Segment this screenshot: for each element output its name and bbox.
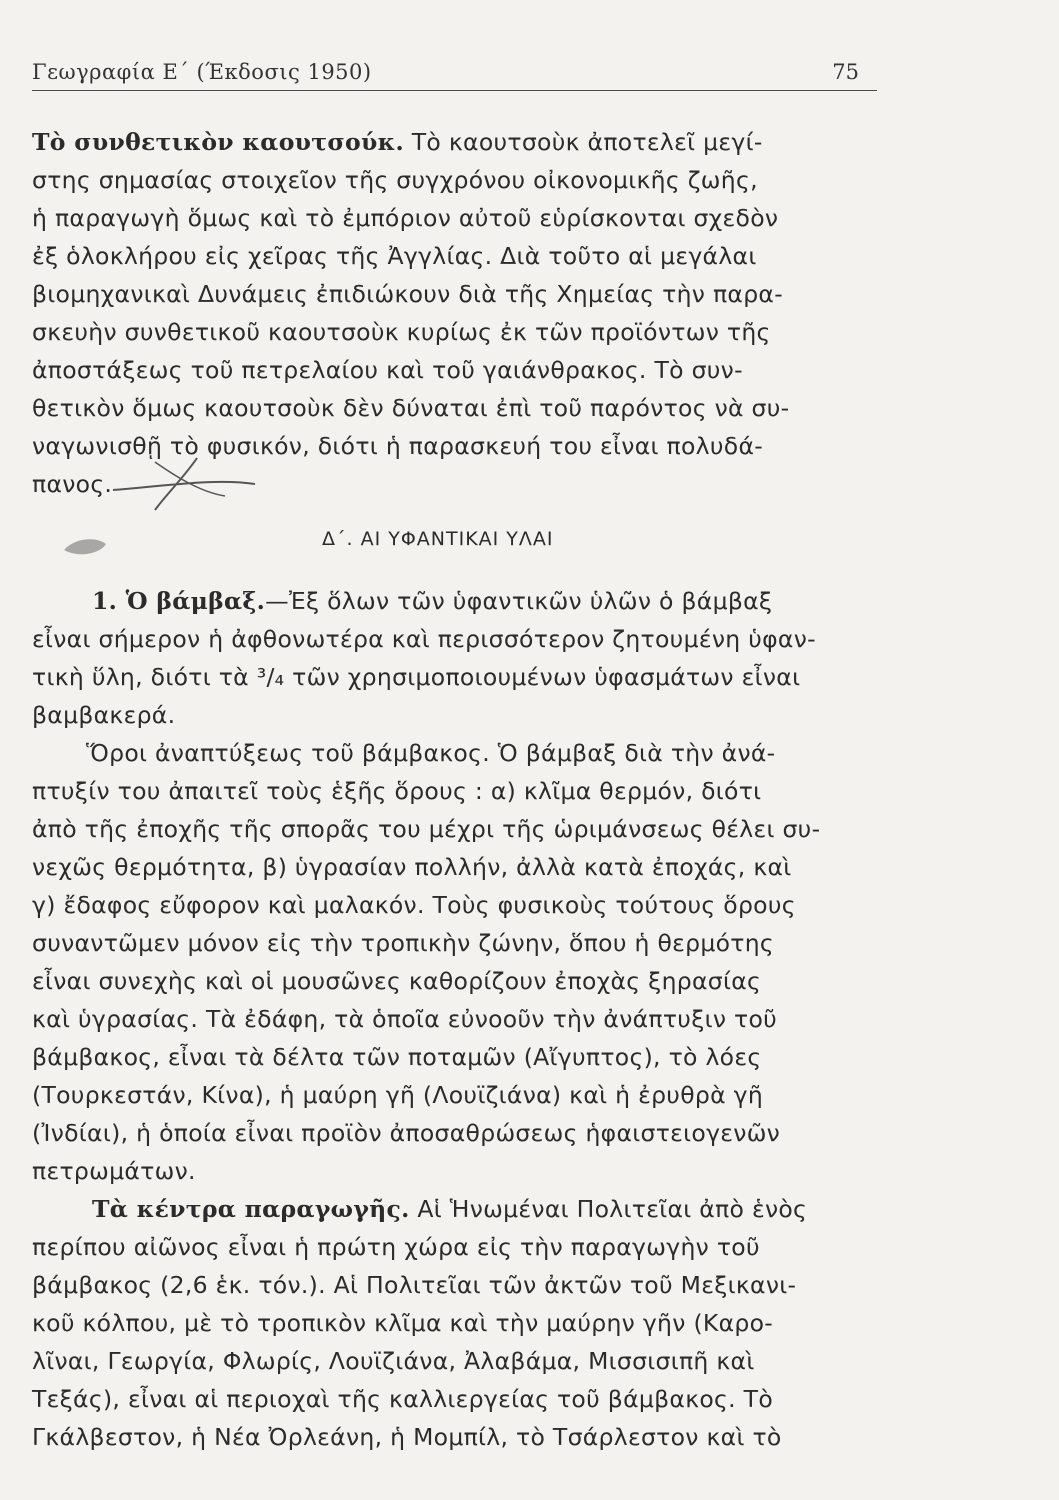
section3-title: Τὰ κέντρα παραγωγῆς. (92, 1195, 410, 1223)
section2-title: 1. Ὁ βάμβαξ. (92, 587, 266, 615)
section1-line: θετικὸν ὅμως καουτσοὺκ δὲν δύναται ἐπὶ τοῦ παρόντος νὰ συ- (32, 394, 790, 422)
section2-line-1 (32, 587, 894, 615)
section2-line: καὶ ὑγρασίας. Τὰ ἐδάφη, τὰ ὁποῖα εὐνοοῦν τὴν ἀνάπτυξιν τοῦ (32, 1005, 778, 1033)
section1-line: σκευὴν συνθετικοῦ καουτσοὺκ κυρίως ἐκ τῶν προϊόντων τῆς (32, 318, 771, 346)
section1-line: πανος. (32, 470, 113, 498)
section2-line: εἶναι συνεχὴς καὶ οἱ μουσῶνες καθορίζουν ἐποχὰς ξηρασίας (32, 967, 762, 995)
pencil-mark-icon (105, 448, 265, 518)
section1-line: βιομηχανικαὶ Δυνάμεις ἐπιδιώκουν διὰ τῆς Χημείας τὴν παρα- (32, 280, 783, 308)
running-header (32, 58, 877, 91)
section2-line: τικὴ ὕλη, διότι τὰ ³/₄ τῶν χρησιμοποιουμένων ὑφασμάτων εἶναι (32, 663, 801, 691)
section2-line: ἀπὸ τῆς ἐποχῆς τῆς σπορᾶς του μέχρι τῆς ὡριμάνσεως θέλει συ- (32, 815, 821, 843)
section2-line: βάμβακος, εἶναι τὰ δέλτα τῶν ποταμῶν (Αἴγυπτος), τὸ λόες (32, 1043, 762, 1071)
section-heading-text: Δ΄. ΑΙ ΥΦΑΝΤΙΚΑΙ ΥΛΑΙ (322, 528, 554, 550)
header-title: Γεωγραφία Ε΄ (Έκδοσις 1950) (32, 60, 372, 84)
section1-text: Τὸ καουτσοὺκ ἀποτελεῖ μεγί- (404, 128, 763, 156)
pencil-blot-icon (60, 532, 110, 562)
section1-line: στης σημασίας στοιχεῖον τῆς συγχρόνου οἰκονομικῆς ζωῆς, (32, 166, 758, 194)
section3-line-1 (32, 1195, 894, 1223)
section3-text: Αἱ Ἡνωμέναι Πολιτεῖαι ἀπὸ ἑνὸς (409, 1195, 808, 1223)
section2-text: —Ἐξ ὅλων τῶν ὑφαντικῶν ὑλῶν ὁ βάμβαξ (265, 587, 773, 615)
section3-line: περίπου αἰῶνος εἶναι ἡ πρώτη χώρα εἰς τὴν παραγωγὴν τοῦ (32, 1233, 760, 1261)
section3-line: λῖναι, Γεωργία, Φλωρίς, Λουϊζιάνα, Ἀλαβάμα, Μισσισιπῆ καὶ (32, 1347, 755, 1375)
section1-line: ναγωνισθῇ τὸ φυσικόν, διότι ἡ παρασκευή του εἶναι πολυδά- (32, 432, 764, 460)
page-number: 75 (832, 60, 859, 84)
section2-line: εἶναι σήμερον ἡ ἀφθονωτέρα καὶ περισσότερον ζητουμένη ὑφαν- (32, 625, 816, 653)
section1-line-1 (32, 128, 894, 156)
section2-line: συναντῶμεν μόνον εἰς τὴν τροπικὴν ζώνην, ὅπου ἡ θερμότης (32, 929, 775, 957)
section3-line: Τεξάς), εἶναι αἱ περιοχαὶ τῆς καλλιεργείας τοῦ βάμβακος. Τὸ (32, 1385, 774, 1413)
section1-line: ἀποστάξεως τοῦ πετρελαίου καὶ τοῦ γαιάνθρακος. Τὸ συν- (32, 356, 743, 384)
section2-line: (Ἰνδίαι), ἡ ὁποία εἶναι προϊὸν ἀποσαθρώσεως ἡφαιστειογενῶν (32, 1119, 781, 1147)
section3-line: κοῦ κόλπου, μὲ τὸ τροπικὸν κλῖμα καὶ τὴν μαύρην γῆν (Καρο- (32, 1309, 774, 1337)
section2-line: βαμβακερά. (32, 701, 176, 729)
section2-line: πετρωμάτων. (32, 1157, 196, 1185)
section2-line: Ὅροι ἀναπτύξεως τοῦ βάμβακος. Ὁ βάμβαξ διὰ τὴν ἀνά- (86, 739, 776, 767)
section1-line: ἡ παραγωγὴ ὅμως καὶ τὸ ἐμπόριον αὐτοῦ εὑρίσκονται σχεδὸν (32, 204, 779, 232)
section2-line: (Τουρκεστάν, Κίνα), ἡ μαύρη γῆ (Λουϊζιάνα) καὶ ἡ ἐρυθρὰ γῆ (32, 1081, 764, 1109)
section2-line: νεχῶς θερμότητα, β) ὑγρασίαν πολλήν, ἀλλὰ κατὰ ἐποχάς, καὶ (32, 853, 792, 881)
section2-line: γ) ἔδαφος εὔφορον καὶ μαλακόν. Τοὺς φυσικοὺς τούτους ὅρους (32, 891, 796, 919)
section1-title: Τὸ συνθετικὸν καουτσούκ. (32, 128, 404, 156)
section1-line: ἐξ ὁλοκλήρου εἰς χεῖρας τῆς Ἀγγλίας. Διὰ τοῦτο αἱ μεγάλαι (32, 242, 757, 270)
section3-line: βάμβακος (2,6 ἑκ. τόν.). Αἱ Πολιτεῖαι τῶν ἀκτῶν τοῦ Μεξικανι- (32, 1271, 797, 1299)
section3-line: Γκάλβεστον, ἡ Νέα Ὀρλεάνη, ἡ Μομπίλ, τὸ Τσάρλεστον καὶ τὸ (32, 1423, 782, 1451)
section2-line: πτυξίν του ἀπαιτεῖ τοὺς ἑξῆς ὅρους : α) κλῖμα θερμόν, διότι (32, 777, 762, 805)
